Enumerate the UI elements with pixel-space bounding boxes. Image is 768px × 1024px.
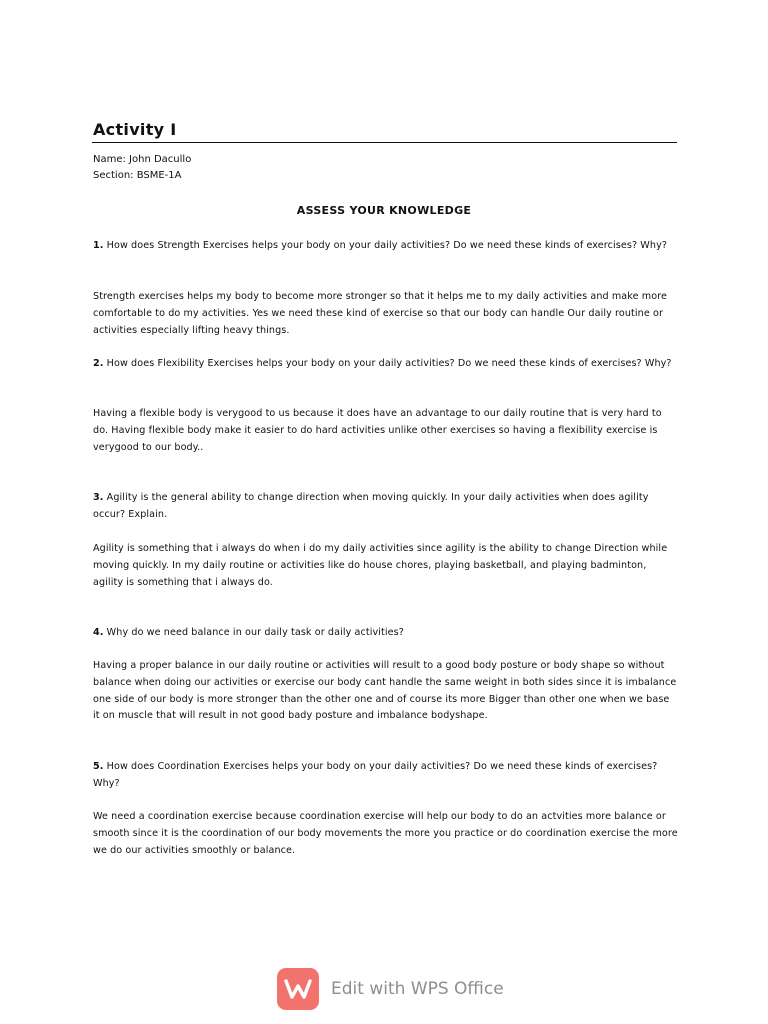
question-1-number: 1. <box>93 240 104 251</box>
question-4-number: 4. <box>93 627 104 638</box>
wps-watermark[interactable] <box>277 968 504 1010</box>
answer-3: Agility is something that i always do when i do my daily activities since agility is the ability to change Direction while moving quickly. In my daily routine or activities like do house chores, playing basketball, and playing badminton, agility is something that i always do. <box>93 543 668 588</box>
answer-5: We need a coordination exercise because coordination exercise will help our body to do an actvities more balance or smooth since it is the coordination of our body movements the more you practice or do coordination exercise the more we do our activities smoothly or balance. <box>93 811 678 856</box>
question-4 <box>93 625 678 642</box>
wps-office-logo-icon <box>277 968 319 1010</box>
student-section: Section: BSME-1A <box>93 170 182 181</box>
section-heading: ASSESS YOUR KNOWLEDGE <box>296 204 472 217</box>
question-4-text: Why do we need balance in our daily task or daily activities? <box>103 627 404 638</box>
answer-2: Having a flexible body is verygood to us because it does have an advantage to our daily routine that is very hard to do. Having flexible body make it easier to do hard activities unlike other exercises so having a flexibility exercise is verygood to our body.. <box>93 408 662 453</box>
wps-watermark-text: Edit with WPS Office <box>331 979 504 999</box>
student-name: Name: John Dacullo <box>93 154 192 165</box>
document-title: Activity I <box>93 120 177 139</box>
question-2 <box>93 356 678 373</box>
question-3-text: Agility is the general ability to change direction when moving quickly. In your daily activities when does agility occur? Explain. <box>93 492 649 520</box>
question-1 <box>93 238 678 255</box>
question-5 <box>93 759 678 793</box>
question-5-text: How does Coordination Exercises helps your body on your daily activities? Do we need these kinds of exercises? Why? <box>93 761 658 789</box>
question-2-number: 2. <box>93 358 104 369</box>
title-divider <box>92 142 677 143</box>
answer-1: Strength exercises helps my body to become more stronger so that it helps me to my daily activities and make more comfortable to do my activities. Yes we need these kind of exercise so that our body can handle Our daily routine or activities especially lifting heavy things. <box>93 291 667 336</box>
question-5-number: 5. <box>93 761 104 772</box>
question-2-text: How does Flexibility Exercises helps your body on your daily activities? Do we need these kinds of exercises? Why? <box>103 358 672 369</box>
question-3-number: 3. <box>93 492 104 503</box>
answer-4: Having a proper balance in our daily routine or activities will result to a good body posture or body shape so without balance when doing our activities or exercise our body cant handle the same weight in both sides since it is imbalance one side of our body is more stronger than the other one and of course its more Bigger than other one when we base it on muscle that will result in not good bady posture and imbalance bodyshape. <box>93 660 677 722</box>
question-1-text: How does Strength Exercises helps your body on your daily activities? Do we need these kinds of exercises? Why? <box>103 240 668 251</box>
question-3 <box>93 490 678 524</box>
